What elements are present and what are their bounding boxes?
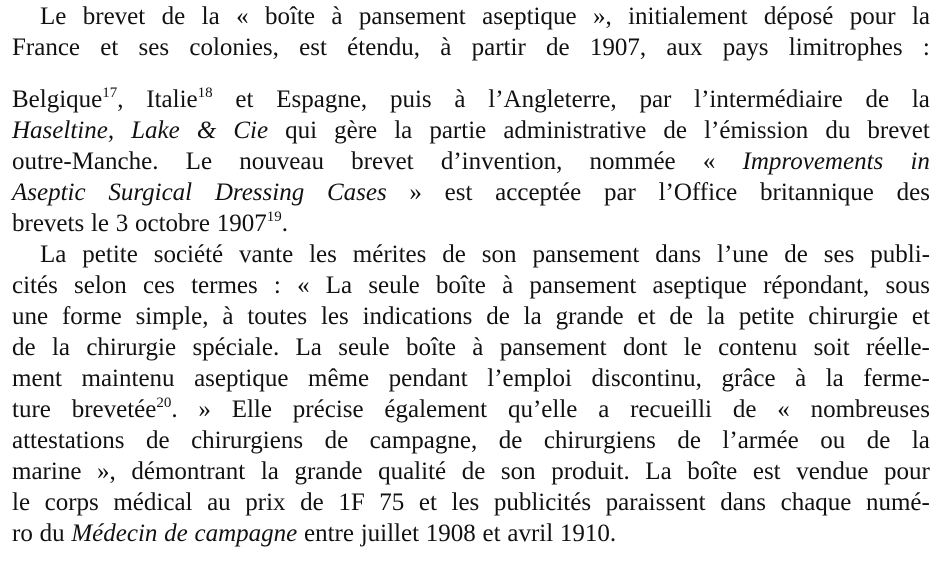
word: la bbox=[706, 303, 725, 330]
word: La bbox=[325, 272, 353, 299]
word: le bbox=[90, 210, 109, 237]
word: de bbox=[461, 458, 486, 485]
word: 1907, bbox=[589, 34, 647, 61]
word: acceptée bbox=[495, 179, 582, 206]
word bbox=[197, 116, 216, 146]
footnote-marker[interactable]: 18 bbox=[197, 85, 213, 101]
word: déposé bbox=[763, 3, 834, 30]
word: Le bbox=[40, 3, 67, 30]
word: les bbox=[320, 303, 349, 330]
word: » bbox=[198, 396, 211, 423]
word: », bbox=[97, 458, 116, 485]
italic-title: de bbox=[164, 520, 188, 547]
word: produit. bbox=[551, 458, 630, 485]
word: La bbox=[645, 458, 672, 485]
word: boîte bbox=[264, 3, 315, 30]
word: termes bbox=[191, 272, 258, 299]
word: 1907$^{19}$. bbox=[216, 209, 288, 237]
word: par bbox=[603, 179, 636, 206]
word: discontinu, bbox=[591, 365, 702, 392]
word: l’emploi bbox=[487, 365, 572, 392]
word bbox=[12, 116, 114, 146]
word: qui bbox=[285, 117, 318, 144]
italic-title: Improvements bbox=[742, 148, 884, 175]
word: la bbox=[911, 427, 930, 454]
word: attestations bbox=[12, 427, 125, 454]
paragraph-2-line-2 bbox=[12, 271, 930, 301]
word: « bbox=[777, 396, 790, 423]
word: de bbox=[12, 334, 36, 361]
paragraph-1-line-1 bbox=[40, 2, 930, 32]
word: au bbox=[207, 489, 231, 516]
word bbox=[164, 519, 188, 549]
word: seule bbox=[368, 272, 420, 299]
word bbox=[743, 147, 884, 177]
italic-title: Cie bbox=[233, 117, 269, 144]
word: mérites bbox=[352, 241, 427, 268]
word bbox=[71, 519, 157, 549]
word: à bbox=[331, 3, 343, 30]
word: 3 bbox=[115, 210, 129, 237]
word: brevet bbox=[351, 148, 414, 175]
paragraph-2-line-3 bbox=[12, 302, 930, 332]
word: ces bbox=[142, 272, 175, 299]
italic-title: Médecin bbox=[71, 520, 158, 547]
word: vante bbox=[239, 241, 294, 268]
word: et bbox=[235, 86, 254, 113]
word: pendant bbox=[388, 365, 468, 392]
word: à bbox=[502, 272, 514, 299]
word: pansement bbox=[499, 334, 607, 361]
word: grâce bbox=[721, 365, 776, 392]
word: chirurgiens bbox=[191, 427, 304, 454]
word bbox=[131, 116, 180, 146]
word: 1910. bbox=[559, 520, 617, 547]
word: outre-Manche. bbox=[12, 148, 159, 175]
word: administrative bbox=[503, 117, 647, 144]
word: publicités bbox=[493, 489, 592, 516]
word: à bbox=[222, 303, 234, 330]
paragraph-2-line-6 bbox=[12, 395, 930, 425]
word: « bbox=[702, 148, 716, 175]
word: Espagne, bbox=[276, 86, 368, 113]
word: des bbox=[896, 179, 930, 206]
word: campagne, bbox=[369, 427, 478, 454]
word: l’émission bbox=[704, 117, 809, 144]
word: contenu bbox=[718, 334, 798, 361]
word: de bbox=[546, 34, 570, 61]
word: est bbox=[444, 179, 473, 206]
word: grande bbox=[555, 303, 624, 330]
word: petite bbox=[82, 241, 138, 268]
footnote-marker[interactable]: 20 bbox=[156, 395, 172, 411]
word: société bbox=[153, 241, 224, 268]
word: est bbox=[752, 458, 781, 485]
word: de bbox=[145, 427, 170, 454]
word: partie bbox=[429, 117, 487, 144]
word: nommée bbox=[589, 148, 676, 175]
word: de bbox=[498, 427, 523, 454]
word bbox=[195, 519, 298, 549]
paragraph-2-line-5 bbox=[12, 364, 930, 394]
word: partir bbox=[471, 34, 526, 61]
word: de bbox=[866, 427, 891, 454]
word: ses bbox=[823, 241, 855, 268]
word: ture bbox=[12, 396, 51, 423]
word: pour bbox=[884, 458, 930, 485]
word: gère bbox=[334, 117, 378, 144]
word: octobre bbox=[135, 210, 210, 237]
italic-title: Dressing bbox=[214, 179, 305, 206]
word: Belgique$^{17}$, bbox=[12, 85, 124, 113]
word: paraissent bbox=[605, 489, 706, 516]
word: l’une bbox=[717, 241, 769, 268]
word: ment bbox=[12, 365, 62, 392]
paragraph-1-line-7 bbox=[12, 209, 930, 239]
footnote-marker[interactable]: 17 bbox=[102, 85, 118, 101]
word: limitrophes bbox=[788, 34, 903, 61]
word: La bbox=[40, 241, 67, 268]
word: puis bbox=[389, 86, 432, 113]
word: à bbox=[472, 334, 484, 361]
word bbox=[12, 178, 86, 208]
word: », bbox=[592, 3, 612, 30]
word: selon bbox=[74, 272, 127, 299]
word: la bbox=[260, 458, 279, 485]
word: boîte bbox=[405, 334, 456, 361]
word: : bbox=[922, 34, 930, 61]
word: l’intermédiaire bbox=[694, 86, 843, 113]
word: ro bbox=[12, 520, 33, 547]
word: ses bbox=[138, 34, 170, 61]
italic-title: Aseptic bbox=[12, 179, 86, 206]
word: » bbox=[409, 179, 422, 206]
word: de bbox=[442, 241, 466, 268]
word bbox=[233, 116, 268, 146]
word: maintenu bbox=[81, 365, 175, 392]
word: pansement bbox=[532, 241, 640, 268]
word: recueilli bbox=[630, 396, 713, 423]
word: « bbox=[236, 3, 249, 30]
word: de bbox=[300, 489, 324, 516]
word: Le bbox=[185, 148, 213, 175]
word: par bbox=[639, 86, 672, 113]
word: qu’elle bbox=[507, 396, 578, 423]
word: le bbox=[683, 334, 702, 361]
word: Elle bbox=[231, 396, 272, 423]
paragraph-1-line-5 bbox=[12, 147, 930, 177]
word: la bbox=[911, 86, 930, 113]
word: forme bbox=[61, 303, 122, 330]
word: cités bbox=[12, 272, 58, 299]
word: indications bbox=[362, 303, 473, 330]
word: à bbox=[440, 34, 452, 61]
word: et bbox=[418, 489, 437, 516]
word: France bbox=[12, 34, 81, 61]
word: pour bbox=[849, 3, 896, 30]
word: brevetée$^{20}$. bbox=[71, 395, 178, 423]
italic-title: Haseltine, bbox=[12, 117, 115, 144]
word: son bbox=[481, 241, 517, 268]
word: et bbox=[637, 303, 656, 330]
word: la bbox=[825, 365, 844, 392]
word: 1F bbox=[338, 489, 365, 516]
word bbox=[327, 178, 387, 208]
word: boîte bbox=[435, 272, 486, 299]
word bbox=[910, 147, 929, 177]
word: la bbox=[201, 3, 220, 30]
word: et bbox=[911, 303, 930, 330]
word: l’Office bbox=[658, 179, 738, 206]
word: du bbox=[39, 520, 65, 547]
paragraph-1-line-3 bbox=[12, 85, 930, 115]
italic-title: Cases bbox=[326, 179, 387, 206]
word: les bbox=[451, 489, 480, 516]
word: de bbox=[324, 427, 349, 454]
paragraph-2-line-1 bbox=[40, 240, 930, 270]
word: aseptique bbox=[194, 365, 289, 392]
word: corps bbox=[44, 489, 99, 516]
word: initialement bbox=[628, 3, 748, 30]
word: colonies, bbox=[189, 34, 279, 61]
word: nouveau bbox=[239, 148, 324, 175]
word: le bbox=[12, 489, 31, 516]
word: de bbox=[732, 396, 757, 423]
word: numé- bbox=[865, 489, 930, 516]
word: l’armée bbox=[722, 427, 799, 454]
word: de bbox=[486, 303, 510, 330]
word: « bbox=[297, 272, 310, 299]
word: et bbox=[100, 34, 119, 61]
word: boîte bbox=[687, 458, 738, 485]
paragraph-1-line-4 bbox=[12, 116, 930, 146]
word: pays bbox=[722, 34, 769, 61]
word: son bbox=[500, 458, 536, 485]
word: 1908 bbox=[425, 520, 476, 547]
word: Italie$^{18}$ bbox=[146, 85, 213, 113]
word: de bbox=[161, 3, 186, 30]
italic-title: campagne bbox=[194, 520, 298, 547]
paragraph-2-line-4 bbox=[12, 333, 930, 363]
word: la bbox=[911, 3, 930, 30]
word: médical bbox=[113, 489, 193, 516]
word: de bbox=[865, 86, 890, 113]
word: chirurgie bbox=[86, 334, 177, 361]
paragraph-2-line-7 bbox=[12, 426, 930, 456]
word: de bbox=[669, 303, 694, 330]
word: brevet bbox=[867, 117, 930, 144]
word bbox=[215, 178, 304, 208]
word bbox=[108, 178, 192, 208]
word: aseptique bbox=[482, 3, 577, 30]
word: soit bbox=[813, 334, 850, 361]
italic-title: & bbox=[196, 117, 217, 144]
word: avril bbox=[507, 520, 554, 547]
word: brevets bbox=[12, 210, 85, 237]
footnote-marker[interactable]: 19 bbox=[266, 209, 282, 225]
word: La bbox=[295, 334, 322, 361]
word: nombreuses bbox=[810, 396, 930, 423]
word: une bbox=[12, 303, 49, 330]
paragraph-2-line-10 bbox=[12, 519, 930, 549]
word: ou bbox=[820, 427, 846, 454]
word: seule bbox=[338, 334, 390, 361]
word: également bbox=[384, 396, 488, 423]
word: marine bbox=[12, 458, 82, 485]
word: et bbox=[482, 520, 501, 547]
word: chaque bbox=[780, 489, 852, 516]
paragraph-2-line-9 bbox=[12, 488, 930, 518]
word: précise bbox=[292, 396, 364, 423]
word: dans bbox=[720, 489, 767, 516]
word: prix bbox=[245, 489, 286, 516]
word: juillet bbox=[360, 520, 420, 547]
word: du bbox=[825, 117, 851, 144]
word: la bbox=[51, 334, 70, 361]
word: de bbox=[663, 117, 688, 144]
italic-title: in bbox=[910, 148, 930, 175]
word: dans bbox=[655, 241, 702, 268]
word: la bbox=[394, 117, 413, 144]
word: même bbox=[308, 365, 370, 392]
word: à bbox=[795, 365, 807, 392]
word: petite bbox=[738, 303, 795, 330]
italic-title: Surgical bbox=[108, 179, 193, 206]
word: réelle- bbox=[866, 334, 930, 361]
word: grande bbox=[294, 458, 363, 485]
word: est bbox=[299, 34, 327, 61]
word: les bbox=[309, 241, 337, 268]
paragraph-1-line-2 bbox=[12, 33, 930, 63]
word: répondant, bbox=[763, 272, 870, 299]
word: de bbox=[677, 427, 701, 454]
word: la bbox=[523, 303, 542, 330]
word: simple, bbox=[135, 303, 209, 330]
word: qualité bbox=[378, 458, 447, 485]
word: chirurgiens bbox=[543, 427, 656, 454]
word: pansement bbox=[358, 3, 466, 30]
word: spéciale. bbox=[192, 334, 280, 361]
word: vendue bbox=[796, 458, 869, 485]
word: brevet bbox=[82, 3, 146, 30]
word: sous bbox=[885, 272, 930, 299]
word: a bbox=[598, 396, 610, 423]
word: aux bbox=[666, 34, 703, 61]
word: à bbox=[454, 86, 466, 113]
word: aseptique bbox=[652, 272, 747, 299]
word: d’invention, bbox=[440, 148, 563, 175]
word: 75 bbox=[379, 489, 405, 516]
word: chirurgie bbox=[808, 303, 899, 330]
word: publi- bbox=[870, 241, 930, 268]
word: de bbox=[784, 241, 808, 268]
word: l’Angleterre, bbox=[488, 86, 617, 113]
word: ferme- bbox=[863, 365, 930, 392]
paragraph-1-line-6 bbox=[12, 178, 930, 208]
word: étendu, bbox=[347, 34, 421, 61]
paragraph-2-line-8 bbox=[12, 457, 930, 487]
word: toutes bbox=[247, 303, 308, 330]
word: britannique bbox=[760, 179, 874, 206]
italic-title: Lake bbox=[131, 117, 180, 144]
word: pansement bbox=[529, 272, 637, 299]
word: entre bbox=[304, 520, 354, 547]
word: : bbox=[273, 272, 281, 299]
word: démontrant bbox=[131, 458, 246, 485]
word: dont bbox=[622, 334, 668, 361]
